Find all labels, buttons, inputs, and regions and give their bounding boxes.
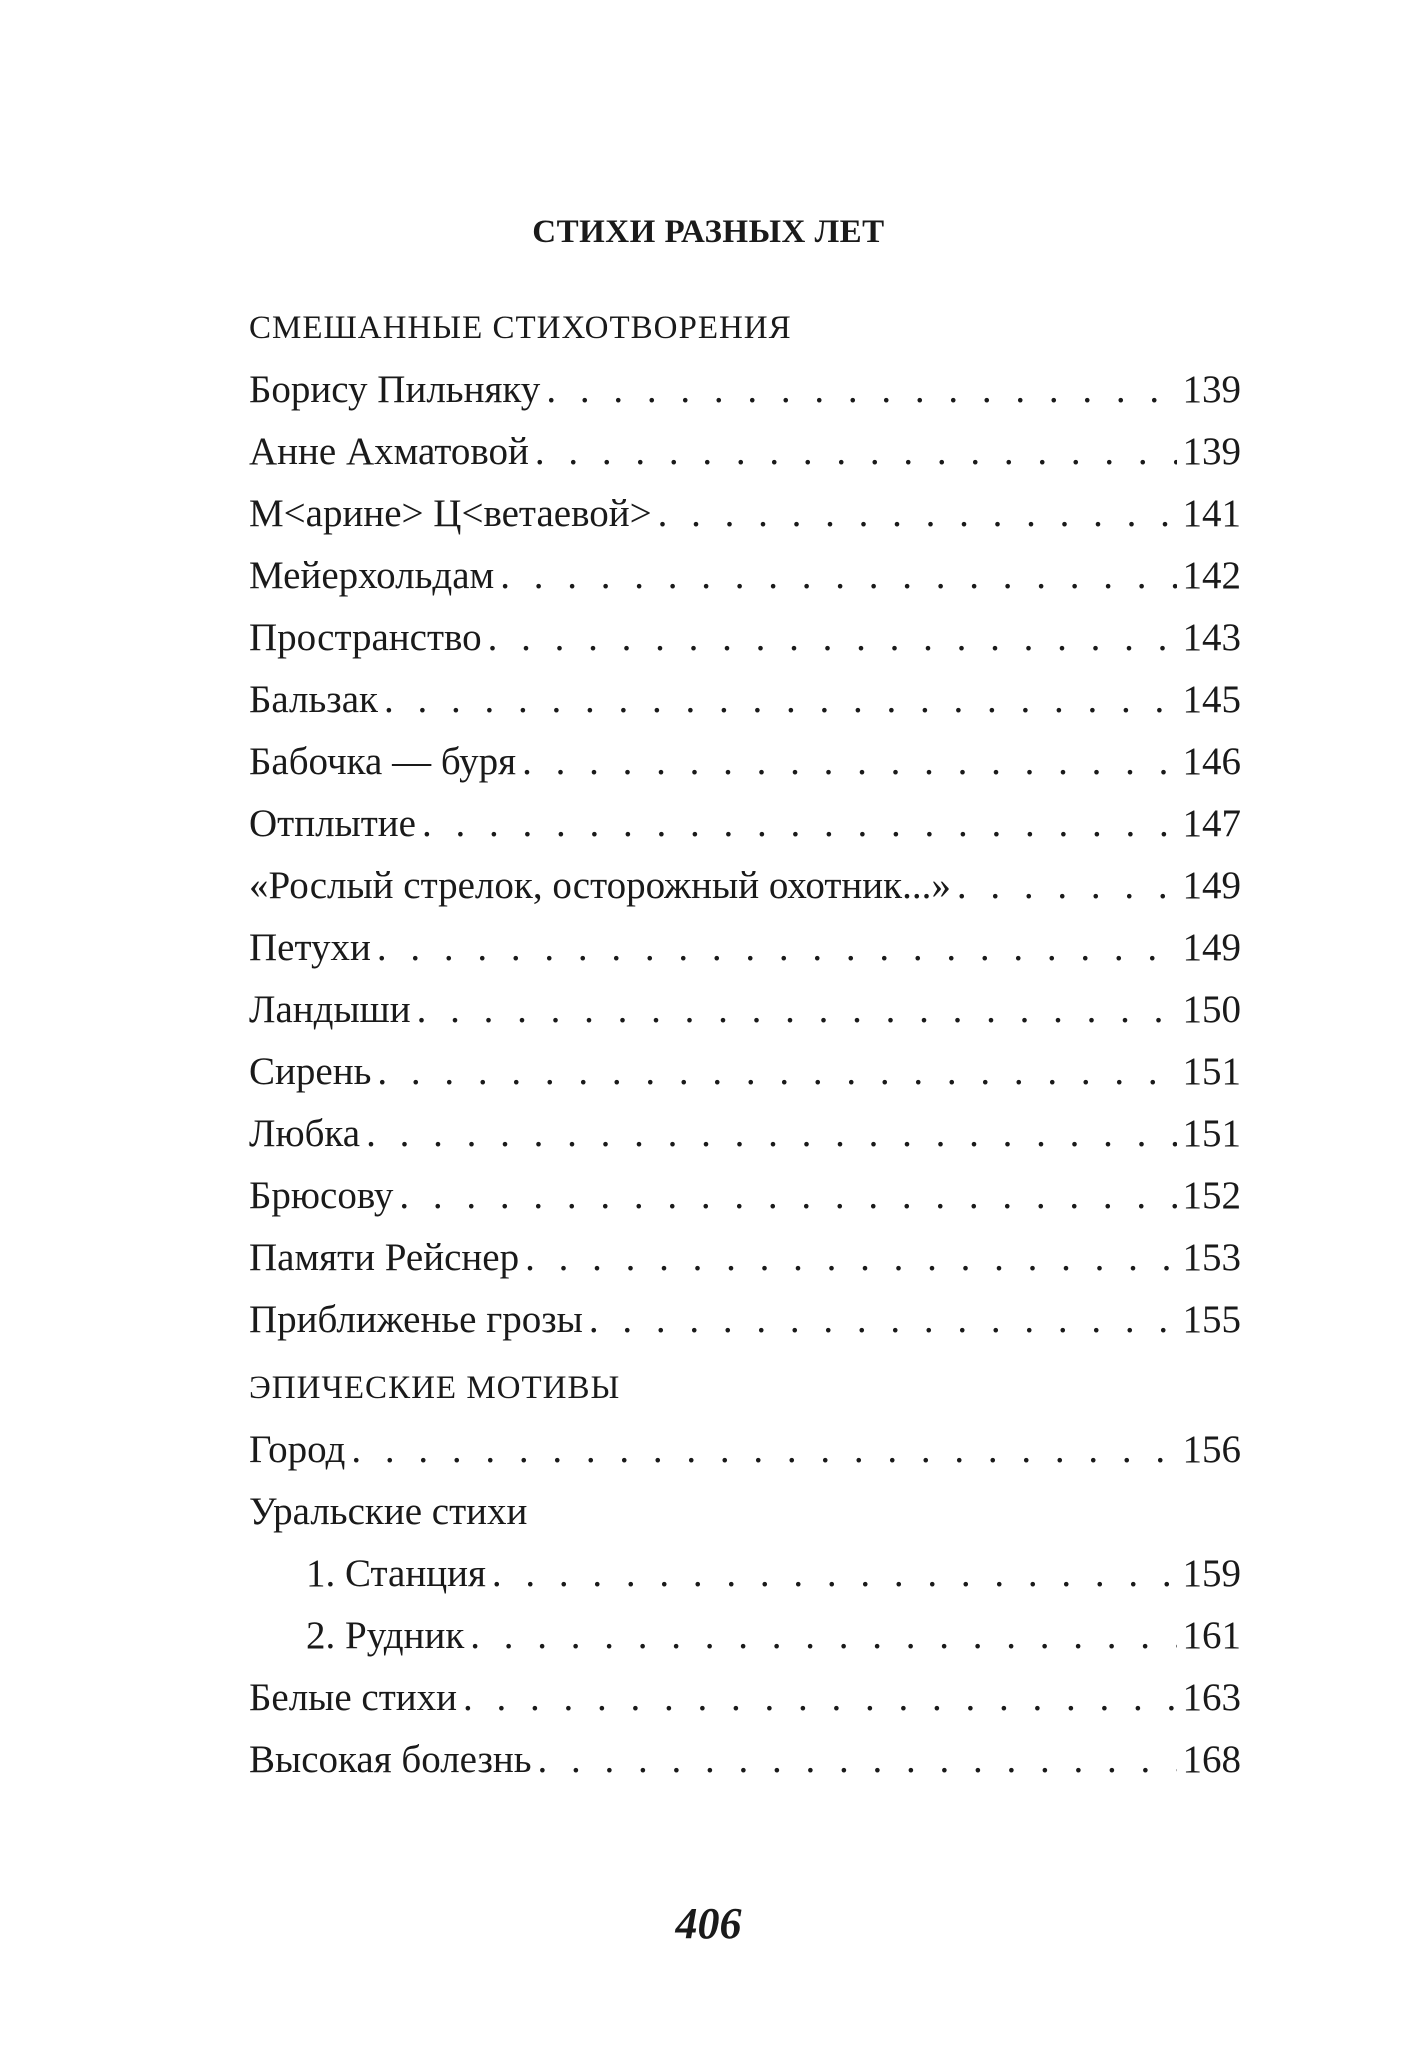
- dot-leader: [957, 855, 1177, 917]
- dot-leader: [384, 669, 1177, 731]
- toc-entry-title: Сирень: [249, 1050, 372, 1093]
- toc-entry-page: 151: [1182, 1112, 1241, 1155]
- toc-entry-title: Любка: [249, 1112, 361, 1155]
- toc-entry: [249, 359, 1241, 421]
- toc-entry: [249, 1289, 1241, 1351]
- toc-entry-title: Ландыши: [249, 988, 411, 1031]
- dot-leader: [422, 793, 1177, 855]
- toc-entry-title: Бабочка — буря: [249, 740, 517, 783]
- toc-entry-title: «Рослый стрелок, осторожный охотник...»: [249, 864, 951, 907]
- toc-entry-title: 1. Станция: [306, 1552, 486, 1595]
- toc-entry-title: М<арине> Ц<ветаевой>: [249, 492, 652, 535]
- toc-entry-sub: [249, 1605, 1241, 1667]
- dot-leader: [417, 979, 1177, 1041]
- toc-entry-title: Высокая болезнь: [249, 1738, 532, 1781]
- toc-entry: [249, 421, 1241, 483]
- toc-entry: [249, 917, 1241, 979]
- toc-entry: [249, 731, 1241, 793]
- page-title: СТИХИ РАЗНЫХ ЛЕТ: [532, 214, 885, 250]
- toc-entry-page: 151: [1182, 1050, 1241, 1093]
- toc-entry-page: 141: [1182, 492, 1241, 535]
- table-of-contents: [249, 297, 1241, 1791]
- toc-entry-page: 147: [1182, 802, 1241, 845]
- toc-entry-page: 163: [1182, 1676, 1241, 1719]
- toc-entry-page: 142: [1182, 554, 1241, 597]
- dot-leader: [538, 1729, 1177, 1791]
- dot-leader: [658, 483, 1177, 545]
- toc-entry-page: 149: [1182, 926, 1241, 969]
- page-number: 406: [675, 1899, 742, 1948]
- toc-entry-title: Приближенье грозы: [249, 1298, 583, 1341]
- section-heading-epic-motifs: ЭПИЧЕСКИЕ МОТИВЫ: [249, 1370, 621, 1406]
- dot-leader: [522, 731, 1176, 793]
- dot-leader: [399, 1165, 1176, 1227]
- toc-entry: [249, 1227, 1241, 1289]
- toc-entry: [249, 669, 1241, 731]
- dot-leader: [377, 917, 1177, 979]
- toc-entry-page: 146: [1182, 740, 1241, 783]
- toc-entry: [249, 607, 1241, 669]
- dot-leader: [546, 359, 1176, 421]
- toc-entry-title: Отплытие: [249, 802, 416, 845]
- toc-entry-title: 2. Рудник: [306, 1614, 465, 1657]
- toc-entry: [249, 979, 1241, 1041]
- toc-entry-title: Уральские стихи: [249, 1490, 528, 1533]
- toc-entry-page: 149: [1182, 864, 1241, 907]
- toc-entry-group: [249, 1481, 1241, 1543]
- toc-entry: [249, 1165, 1241, 1227]
- toc-entry-page: 168: [1182, 1738, 1241, 1781]
- toc-entry-title: Брюсову: [249, 1174, 394, 1217]
- toc-entry-page: 139: [1182, 368, 1241, 411]
- toc-entry-page: 143: [1182, 616, 1241, 659]
- toc-entry: [249, 793, 1241, 855]
- toc-entry-page: 161: [1182, 1614, 1241, 1657]
- dot-leader: [525, 1227, 1176, 1289]
- toc-entry: [249, 483, 1241, 545]
- toc-entry: [249, 855, 1241, 917]
- dot-leader: [351, 1419, 1176, 1481]
- toc-entry-page: 155: [1182, 1298, 1241, 1341]
- toc-entry: [249, 545, 1241, 607]
- toc-entry-page: 159: [1182, 1552, 1241, 1595]
- toc-entry-page: 152: [1182, 1174, 1241, 1217]
- section-heading-mixed-poems: СМЕШАННЫЕ СТИХОТВОРЕНИЯ: [249, 310, 792, 346]
- dot-leader: [366, 1103, 1176, 1165]
- toc-entry: [249, 1729, 1241, 1791]
- dot-leader: [470, 1605, 1176, 1667]
- toc-entry-page: 139: [1182, 430, 1241, 473]
- toc-entry: [249, 1041, 1241, 1103]
- dot-leader: [589, 1289, 1177, 1351]
- toc-entry-title: Город: [249, 1428, 346, 1471]
- toc-entry: [249, 1103, 1241, 1165]
- toc-entry-title: Петухи: [249, 926, 371, 969]
- toc-entry-title: Мейерхольдам: [249, 554, 495, 597]
- toc-entry-page: 145: [1182, 678, 1241, 721]
- toc-entry: [249, 1419, 1241, 1481]
- dot-leader: [463, 1667, 1176, 1729]
- dot-leader: [488, 607, 1177, 669]
- toc-entry-page: 153: [1182, 1236, 1241, 1279]
- toc-entry-title: Анне Ахматовой: [249, 430, 529, 473]
- toc-entry-page: 150: [1182, 988, 1241, 1031]
- dot-leader: [492, 1543, 1177, 1605]
- toc-entry-page: 156: [1182, 1428, 1241, 1471]
- toc-entry-title: Пространство: [249, 616, 482, 659]
- toc-entry-sub: [249, 1543, 1241, 1605]
- dot-leader: [377, 1041, 1176, 1103]
- dot-leader: [500, 545, 1176, 607]
- toc-entry-title: Бальзак: [249, 678, 378, 721]
- toc-entry-title: Памяти Рейснер: [249, 1236, 520, 1279]
- dot-leader: [535, 421, 1177, 483]
- toc-entry-title: Белые стихи: [249, 1676, 458, 1719]
- toc-entry-title: Борису Пильняку: [249, 368, 541, 411]
- toc-entry: [249, 1667, 1241, 1729]
